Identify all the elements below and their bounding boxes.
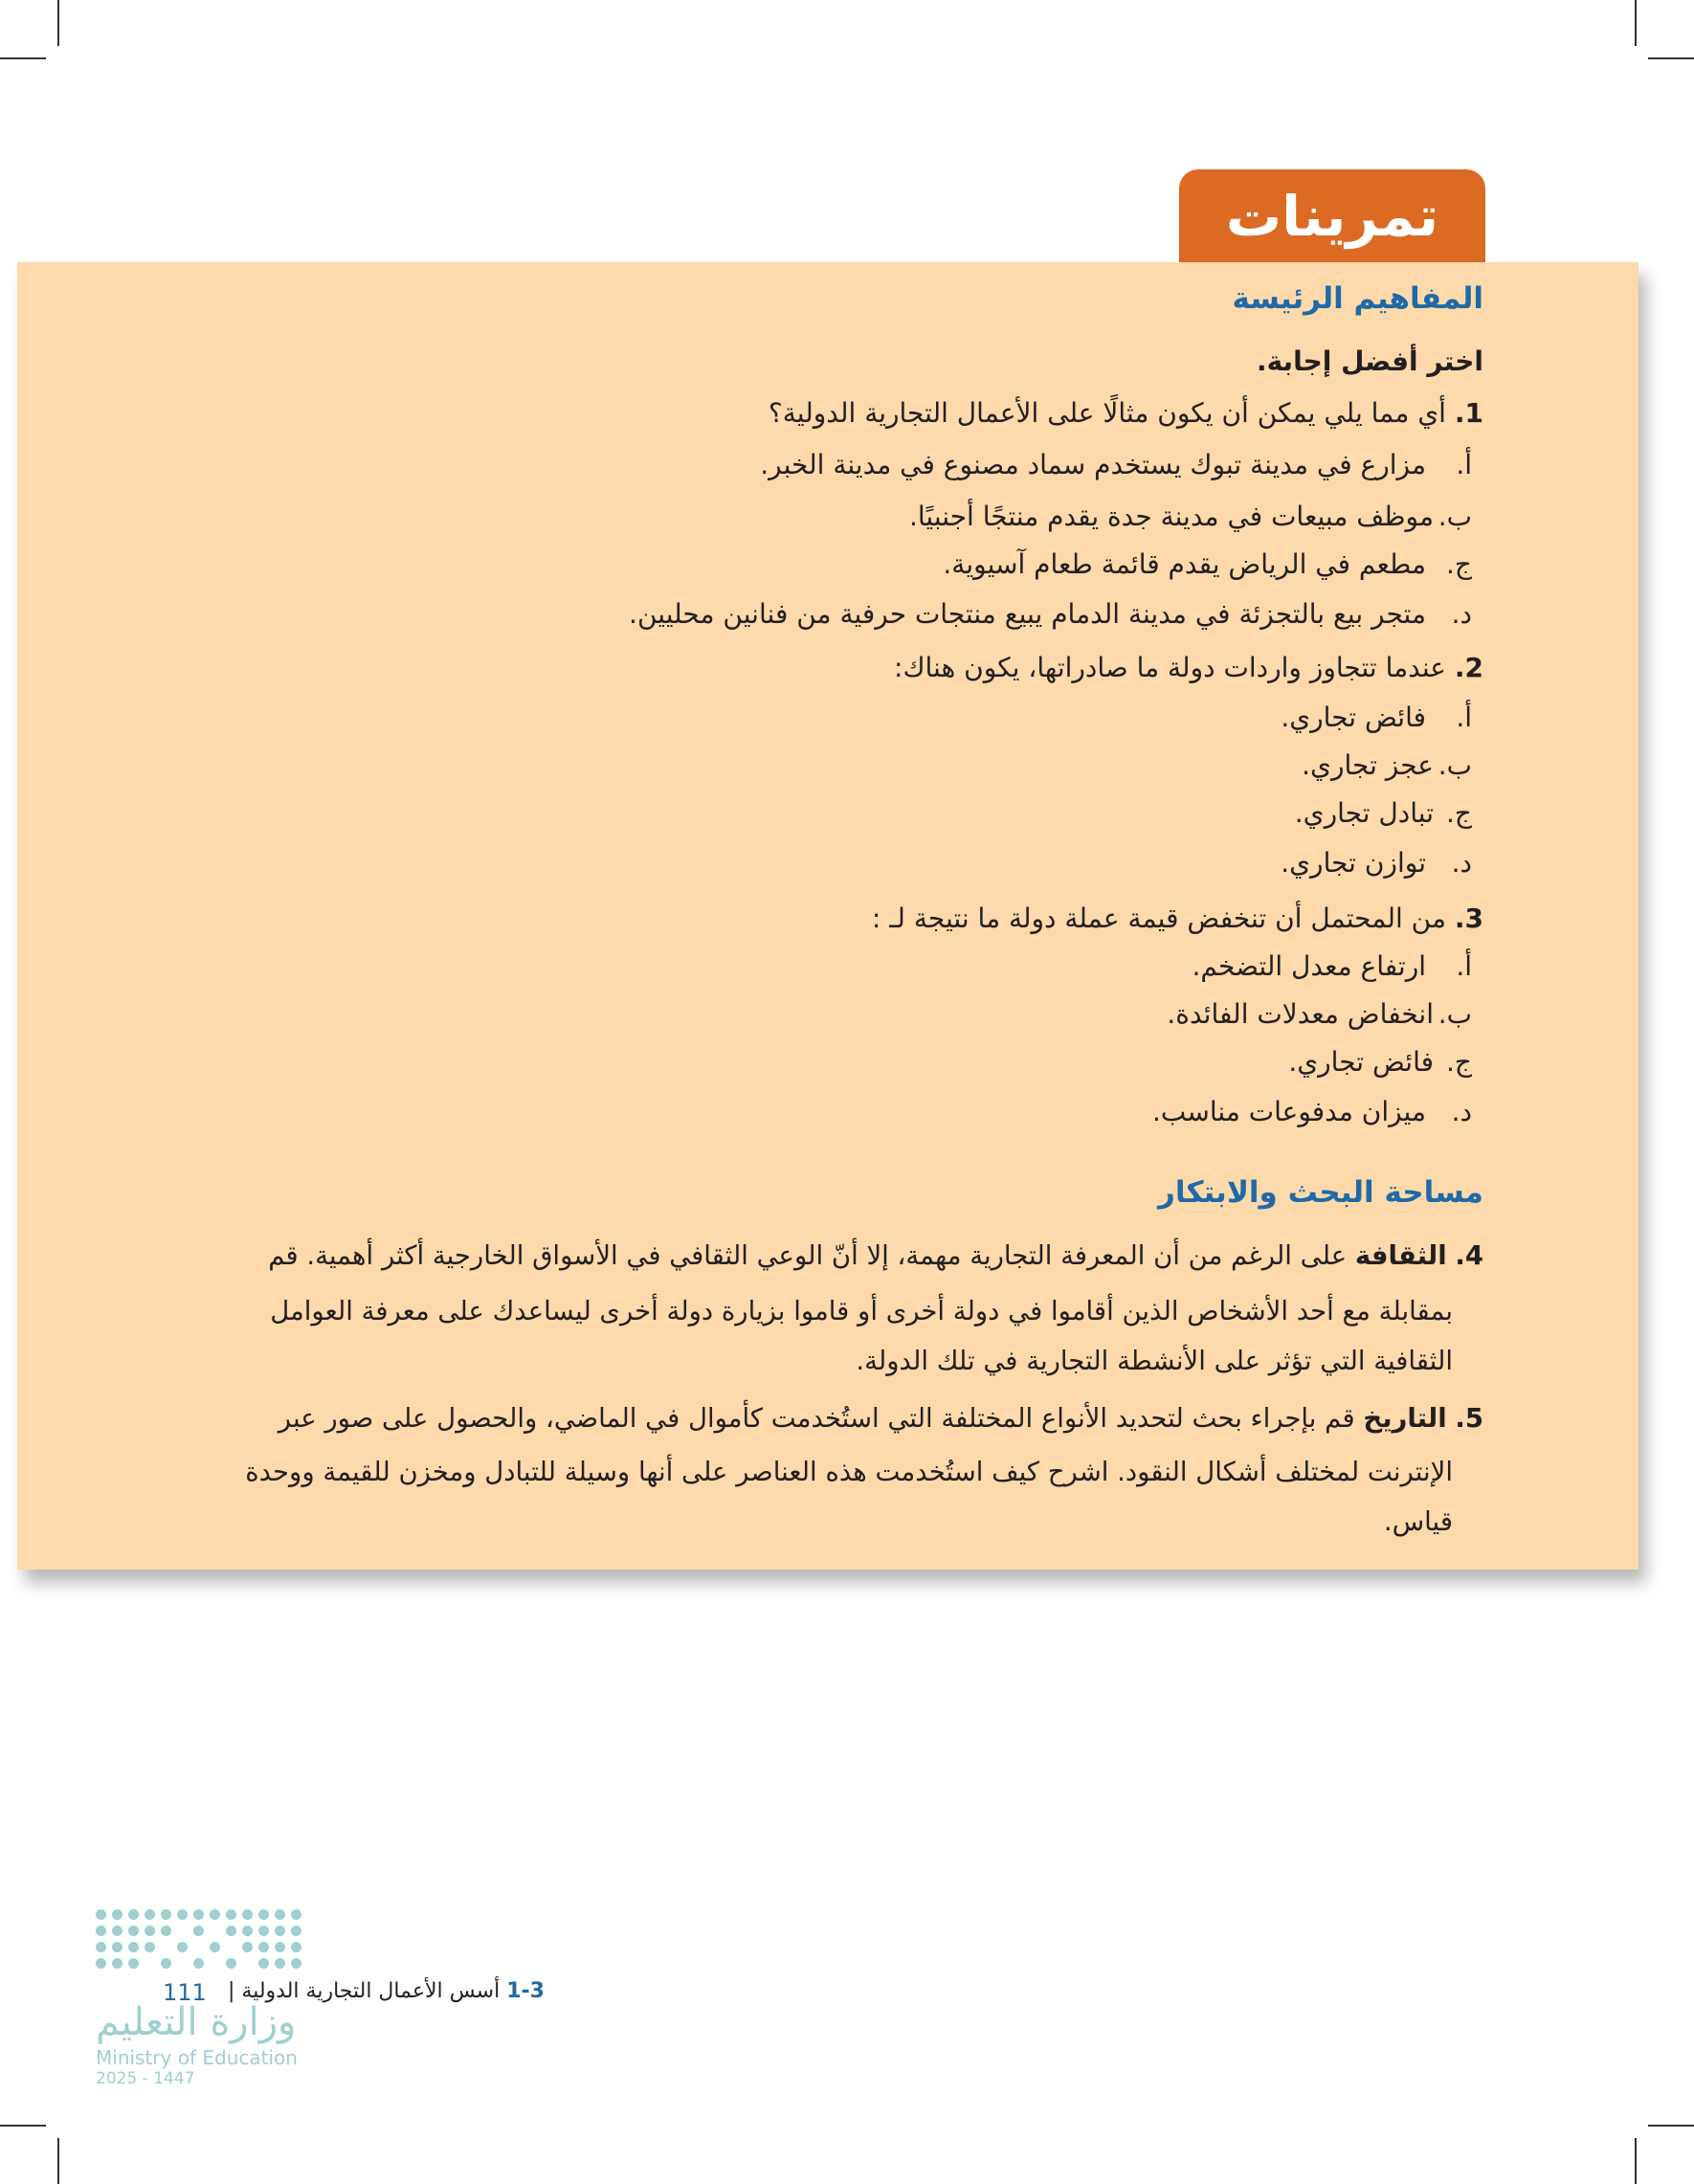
option-letter: ب. (1438, 749, 1472, 781)
logo-dot (128, 1909, 139, 1920)
option-letter: د. (1451, 1096, 1472, 1127)
option-letter: أ. (1456, 950, 1472, 982)
item-5-line: قياس. (1383, 1506, 1453, 1537)
item-number: 4. (1455, 1240, 1483, 1271)
logo-dot (128, 1926, 139, 1936)
option-letter: د. (1451, 598, 1472, 630)
option (1167, 995, 1472, 1034)
item-keyword: التاريخ (1363, 1403, 1447, 1434)
option-text: انخفاض معدلات الفائدة. (1167, 998, 1434, 1030)
page-number: 111 (163, 1979, 207, 2006)
chapter-label (228, 1979, 545, 2003)
logo-dot (96, 1909, 106, 1920)
logo-dot (193, 1909, 204, 1920)
option (1295, 794, 1472, 833)
question-3 (872, 900, 1483, 938)
option (909, 498, 1472, 536)
option-text: مزارع في مدينة تبوك يستخدم سماد مصنوع في مدينة الخبر. (760, 449, 1426, 480)
question-number: 3. (1454, 903, 1483, 934)
logo-dot (291, 1942, 301, 1952)
option-letter: أ. (1456, 449, 1472, 480)
logo-dot (112, 1958, 123, 1969)
crop-mark (0, 57, 46, 59)
ministry-name-arabic: وزارة التعليم (96, 2000, 297, 2044)
option (1281, 699, 1472, 737)
logo-dot (145, 1942, 155, 1952)
crop-mark (1635, 2138, 1637, 2184)
item-keyword: الثقافة (1354, 1240, 1447, 1271)
ministry-name-english: Ministry of Education (96, 2046, 298, 2069)
option-text: عجز تجاري. (1302, 749, 1434, 781)
logo-dot (275, 1942, 285, 1952)
logo-dot (242, 1909, 253, 1920)
option-letter: ج. (1446, 1046, 1472, 1078)
logo-dot (177, 1909, 188, 1920)
logo-dot (145, 1909, 155, 1920)
option-text: ميزان مدفوعات مناسب. (1151, 1096, 1426, 1127)
chapter-title: أسس الأعمال التجارية الدولية (241, 1979, 501, 2003)
logo-dot (291, 1909, 301, 1920)
logo-dot (210, 1909, 220, 1920)
item-text: على الرغم من أن المعرفة التجارية مهمة، إلا أنّ الوعي الثقافي في الأسواق الخارجية أكثر أهمية. قم (268, 1240, 1348, 1271)
logo-dot (226, 1926, 236, 1936)
logo-dot (226, 1909, 236, 1920)
separator: | (228, 1979, 235, 2003)
logo-dot (112, 1942, 123, 1952)
chapter-number: 1-3 (506, 1979, 545, 2003)
logo-dot (291, 1926, 301, 1936)
crop-mark (57, 2138, 59, 2184)
option (1192, 947, 1473, 986)
item-number: 5. (1455, 1403, 1483, 1434)
logo-dot (210, 1942, 220, 1952)
crop-mark (1648, 57, 1694, 59)
option-letter: أ. (1456, 702, 1472, 733)
logo-dot (161, 1958, 171, 1969)
logo-dot (96, 1958, 106, 1969)
crop-mark (1648, 2125, 1694, 2127)
logo-dot (258, 1909, 269, 1920)
logo-dot (193, 1958, 204, 1969)
logo-dot (258, 1958, 269, 1969)
item-text: قم بإجراء بحث لتحديد الأنواع المختلفة التي استُخدمت كأموال في الماضي، والحصول على صور عبر (278, 1403, 1355, 1434)
item-4-line: الثقافية التي تؤثر على الأنشطة التجارية في تلك الدولة. (856, 1346, 1453, 1376)
option (1281, 844, 1472, 882)
crop-mark (0, 2125, 46, 2127)
logo-dot (128, 1958, 139, 1969)
year-label: 2025 - 1447 (96, 2069, 195, 2088)
question-number: 1. (1454, 397, 1483, 429)
logo-dot (275, 1926, 285, 1936)
item-4-line: بمقابلة مع أحد الأشخاص الذين أقاموا في دولة أخرى أو قاموا بزيارة دولة أخرى ليساعدك على معرفة العوامل (270, 1296, 1453, 1326)
logo-dot (96, 1926, 106, 1936)
logo-dot (275, 1909, 285, 1920)
question-text: من المحتمل أن تنخفض قيمة عملة دولة ما نتيجة لـ : (871, 903, 1446, 934)
option-text: تبادل تجاري. (1294, 797, 1434, 829)
option (943, 546, 1472, 584)
option-text: ارتفاع معدل التضخم. (1192, 950, 1426, 982)
instruction: اختر أفضل إجابة. (1256, 345, 1483, 377)
question-1 (769, 394, 1483, 433)
option (629, 595, 1472, 634)
item-5-line: الإنترنت لمختلف أشكال النقود. اشرح كيف استُخدمت هذه العناصر على أنها وسيلة للتبادل ومخزن للقيمة ووحدة (245, 1457, 1453, 1487)
section-heading: المفاهيم الرئيسة (1232, 281, 1483, 316)
option-letter: ج. (1446, 548, 1472, 580)
option (1288, 1043, 1472, 1081)
logo-dot (258, 1942, 269, 1952)
option (760, 446, 1472, 484)
option-letter: ب. (1438, 501, 1472, 532)
logo-dot (161, 1909, 171, 1920)
logo-dot (145, 1926, 155, 1936)
option-letter: ب. (1438, 998, 1472, 1030)
section-heading: مساحة البحث والابتكار (1158, 1175, 1483, 1210)
logo-dot (242, 1926, 253, 1936)
option-letter: د. (1451, 847, 1472, 879)
option-letter: ج. (1446, 797, 1472, 829)
question-number: 2. (1454, 652, 1483, 683)
logo-dot (275, 1958, 285, 1969)
crop-mark (1635, 0, 1637, 46)
logo-dot (291, 1958, 301, 1969)
item-5-line (279, 1399, 1483, 1437)
option-text: فائض تجاري. (1281, 702, 1426, 733)
exercises-tab: تمرينات (1179, 169, 1485, 263)
logo-dot (161, 1926, 171, 1936)
option-text: مطعم في الرياض يقدم قائمة طعام آسيوية. (943, 548, 1426, 580)
crop-mark (57, 0, 59, 46)
option-text: متجر بيع بالتجزئة في مدينة الدمام يبيع منتجات حرفية من فنانين محليين. (629, 598, 1426, 630)
option-text: توازن تجاري. (1281, 847, 1426, 879)
logo-dot (112, 1926, 123, 1936)
item-4-line (268, 1237, 1483, 1275)
option-text: موظف مبيعات في مدينة جدة يقدم منتجًا أجنبيًا. (908, 501, 1434, 532)
logo-dot (128, 1942, 139, 1952)
logo-dot (242, 1942, 253, 1952)
logo-dot (226, 1958, 236, 1969)
logo-dot (193, 1926, 204, 1936)
question-text: أي مما يلي يمكن أن يكون مثالًا على الأعمال التجارية الدولية؟ (768, 397, 1446, 429)
option (1302, 747, 1472, 785)
logo-dot (112, 1909, 123, 1920)
logo-dot (177, 1942, 188, 1952)
question-2 (894, 649, 1483, 687)
option (1152, 1093, 1472, 1131)
logo-dot (258, 1926, 269, 1936)
logo-dot (96, 1942, 106, 1952)
option-text: فائض تجاري. (1288, 1046, 1434, 1078)
question-text: عندما تتجاوز واردات دولة ما صادراتها، يكون هناك: (894, 652, 1446, 683)
